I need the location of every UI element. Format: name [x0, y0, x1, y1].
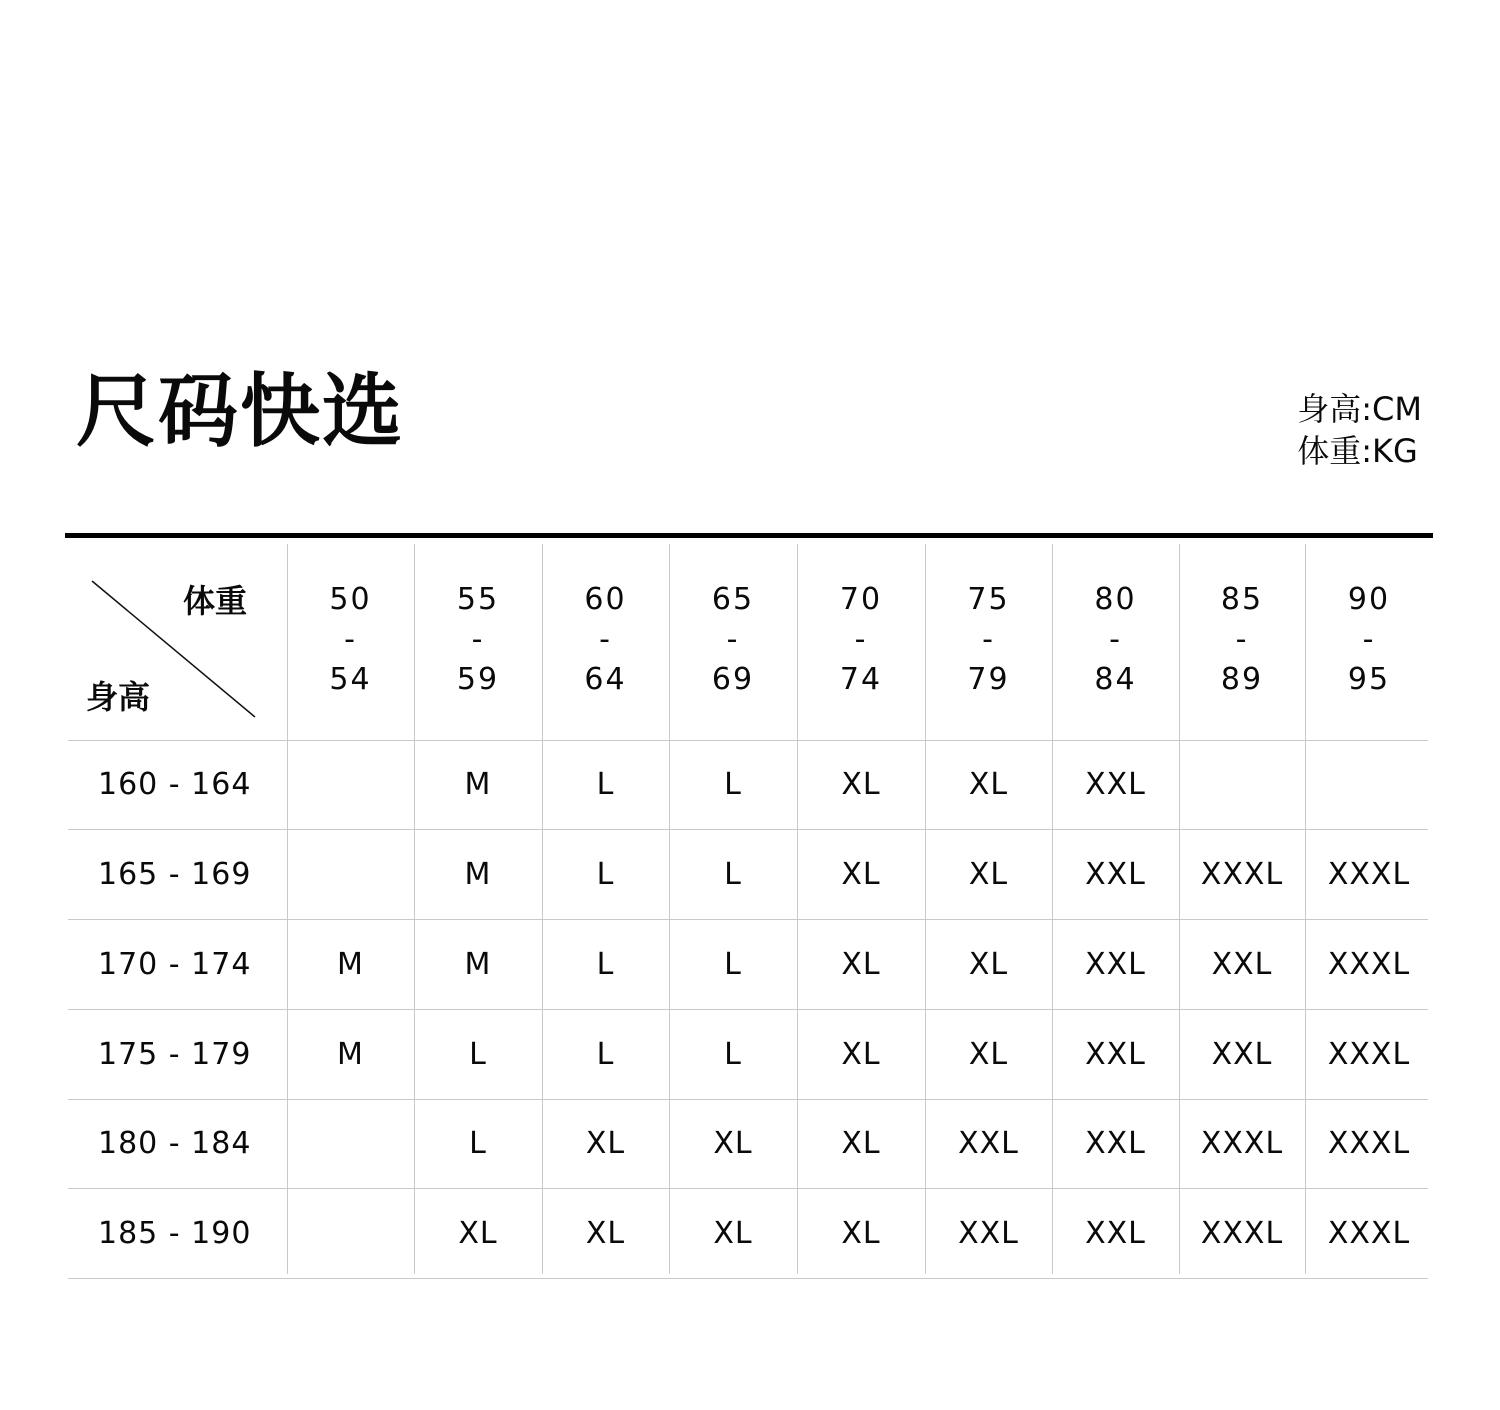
size-cell: XXL: [1211, 1036, 1273, 1072]
size-cell: L: [469, 1126, 487, 1161]
size-cell: L: [596, 767, 615, 802]
size-cell: [287, 1188, 414, 1278]
size-cell: [287, 829, 414, 919]
size-cell: XXXL: [1327, 946, 1411, 982]
size-cell: XL: [841, 1126, 881, 1161]
size-cell: XXL: [1085, 1126, 1146, 1161]
size-cell: M: [464, 767, 492, 802]
weight-column-header: [1305, 544, 1433, 736]
size-cell: XXL: [1085, 946, 1146, 982]
weight-range-from: 90: [1347, 582, 1391, 617]
size-cell: XL: [841, 1036, 881, 1072]
size-cell: XXXL: [1200, 1126, 1284, 1161]
size-cell: XXL: [1085, 767, 1146, 802]
size-cell: XL: [841, 946, 881, 982]
height-row-label: 185 - 190: [98, 1215, 252, 1251]
size-cell: [287, 740, 414, 829]
weight-range-to: 74: [839, 662, 883, 697]
size-cell: XXL: [958, 1215, 1019, 1251]
weight-column-header: [1052, 544, 1179, 736]
weight-column-header: [287, 544, 414, 736]
weight-column-header: [925, 544, 1052, 736]
page-title: 尺码快选: [76, 365, 404, 458]
weight-range-from: 70: [839, 582, 883, 617]
size-cell: XXXL: [1327, 1215, 1411, 1251]
size-cell: M: [337, 1036, 364, 1072]
size-cell: XXL: [958, 1126, 1019, 1161]
size-cell: XXXL: [1200, 1215, 1284, 1251]
weight-range-to: 54: [329, 662, 372, 697]
size-cell: M: [337, 946, 364, 982]
size-cell: [1305, 740, 1433, 829]
size-cell: XXL: [1211, 946, 1273, 982]
height-row-label: 175 - 179: [98, 1036, 252, 1072]
size-cell: L: [469, 1036, 487, 1072]
height-row-label: 165 - 169: [98, 856, 252, 892]
size-cell: L: [596, 946, 615, 982]
weight-range-to: 84: [1094, 662, 1137, 697]
size-cell: XL: [585, 1126, 626, 1161]
height-unit-label: 身高:CM: [1297, 390, 1422, 428]
size-cell: XXL: [1085, 856, 1146, 892]
size-cell: XXXL: [1327, 1126, 1411, 1161]
weight-range-to: 89: [1220, 662, 1264, 697]
weight-range-sep: -: [344, 622, 357, 657]
weight-column-header: [669, 544, 797, 736]
size-cell: L: [724, 946, 742, 982]
weight-range-from: 85: [1220, 582, 1264, 617]
size-cell: XL: [968, 1036, 1009, 1072]
weight-range-sep: -: [1109, 622, 1122, 657]
weight-range-to: 59: [456, 662, 500, 697]
size-cell: XL: [968, 946, 1009, 982]
size-cell: XL: [968, 767, 1009, 802]
size-cell: XL: [713, 1215, 753, 1251]
size-cell: [1179, 740, 1305, 829]
size-cell: XL: [968, 856, 1009, 892]
weight-range-sep: -: [982, 622, 995, 657]
size-cell: XL: [713, 1126, 753, 1161]
height-row-label: 160 - 164: [98, 767, 252, 802]
weight-range-sep: -: [599, 622, 612, 657]
size-cell: XXXL: [1327, 1036, 1411, 1072]
row-divider: [68, 1278, 1428, 1279]
height-row-label: 170 - 174: [98, 946, 252, 982]
weight-column-header: [1179, 544, 1305, 736]
weight-range-to: 64: [584, 662, 627, 697]
size-cell: XL: [841, 767, 881, 802]
size-cell: XL: [841, 856, 881, 892]
size-cell: L: [724, 1036, 742, 1072]
size-cell: L: [724, 767, 742, 802]
weight-column-header: [542, 544, 669, 736]
corner-diagonal: [0, 0, 300, 760]
size-cell: [287, 1099, 414, 1188]
size-cell: L: [724, 856, 742, 892]
weight-range-sep: -: [471, 622, 485, 657]
weight-range-from: 60: [584, 582, 627, 617]
size-cell: XL: [458, 1215, 498, 1251]
size-cell: L: [596, 1036, 615, 1072]
weight-range-to: 79: [967, 662, 1010, 697]
weight-column-header: [414, 544, 542, 736]
size-cell: XXXL: [1327, 856, 1411, 892]
size-cell: XXXL: [1200, 856, 1284, 892]
size-cell: XL: [841, 1215, 881, 1251]
weight-range-from: 50: [329, 582, 372, 617]
weight-range-from: 55: [456, 582, 500, 617]
size-cell: XXL: [1085, 1036, 1146, 1072]
weight-range-sep: -: [854, 622, 868, 657]
weight-unit-label: 体重:KG: [1297, 432, 1418, 470]
weight-column-header: [797, 544, 925, 736]
weight-range-from: 75: [967, 582, 1010, 617]
weight-range-to: 95: [1347, 662, 1391, 697]
corner-height-label: 身高: [86, 678, 151, 716]
weight-range-sep: -: [1362, 622, 1376, 657]
size-cell: L: [596, 856, 615, 892]
weight-range-sep: -: [1235, 622, 1249, 657]
size-cell: M: [464, 946, 492, 982]
size-cell: XL: [585, 1215, 626, 1251]
size-cell: XXL: [1085, 1215, 1146, 1251]
height-row-label: 180 - 184: [98, 1126, 252, 1161]
corner-weight-label: 体重: [183, 582, 248, 620]
weight-range-to: 69: [711, 662, 755, 697]
weight-range-sep: -: [726, 622, 740, 657]
weight-range-from: 80: [1094, 582, 1137, 617]
size-cell: M: [464, 856, 492, 892]
weight-range-from: 65: [711, 582, 755, 617]
